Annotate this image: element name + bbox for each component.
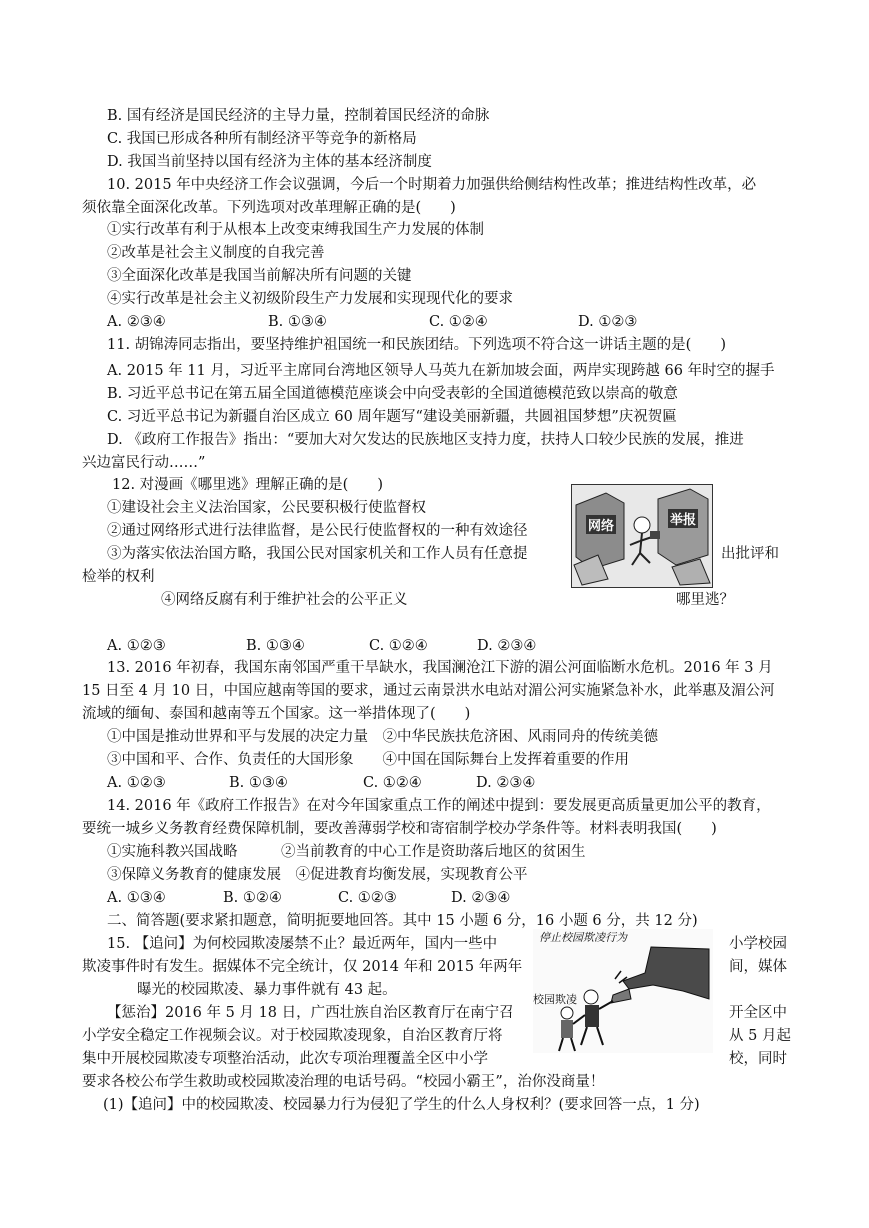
- q13-option-b: B. ①③④: [229, 775, 288, 791]
- q13-statements-1-2: ①中国是推动世界和平与发展的决定力量 ②中华民族扶危济困、风雨同舟的传统美德: [107, 729, 658, 745]
- q9-option-c: C. 我国已形成各种所有制经济平等竞争的新格局: [107, 131, 417, 147]
- q11-option-d-line2: 兴边富民行动……”: [82, 455, 206, 471]
- q10-statement-1: ①实行改革有利于从根本上改变束缚我国生产力发展的体制: [107, 222, 484, 238]
- q13-stem-line1: 13. 2016 年初春，我国东南邻国严重干旱缺水，我国澜沧江下游的湄公河面临断水危机。2016 年 3 月: [107, 660, 773, 676]
- q12-statement-3-part3: 检举的权利: [82, 569, 155, 585]
- q12-option-b: B. ①③④: [246, 638, 305, 654]
- q12-stem: 12. 对漫画《哪里逃》理解正确的是( ): [112, 477, 383, 493]
- q10-stem-line1: 10. 2015 年中央经济工作会议强调，今后一个时期着力加强供给侧结构性改革；推进结构性改革，必: [107, 177, 757, 193]
- q10-statement-3: ③全面深化改革是我国当前解决所有问题的关键: [107, 268, 412, 284]
- q13-option-d: D. ②③④: [476, 775, 536, 791]
- q15-line3: 曝光的校园欺凌、暴力事件就有 43 起。: [137, 982, 397, 998]
- q10-option-b: B. ①③④: [268, 314, 327, 330]
- q15-line4-left: 【惩治】2016 年 5 月 18 日，广西壮族自治区教育厅在南宁召: [107, 1005, 514, 1021]
- q9-option-b: B. 国有经济是国民经济的主导力量，控制着国民经济的命脉: [107, 108, 490, 124]
- q15-cartoon-label-bullying: 校园欺凌: [533, 993, 577, 1006]
- q13-stem-line2: 15 日至 4 月 10 日，中国应越南等国的要求，通过云南景洪水电站对湄公河实施紧急补水，此举惠及湄公河: [82, 683, 775, 699]
- q12-cartoon-image: [571, 484, 713, 588]
- q15-cartoon-label-stop: 停止校园欺凌行为: [539, 931, 627, 944]
- q11-stem: 11. 胡锦涛同志指出，要坚持维护祖国统一和民族团结。下列选项不符合这一讲话主题的是( ): [107, 337, 726, 353]
- q15-line6-left: 集中开展校园欺凌专项整治活动，此次专项治理覆盖全区中小学: [82, 1051, 488, 1067]
- q12-statement-4: ④网络反腐有利于维护社会的公平正义: [161, 592, 408, 608]
- corruption-cartoon-icon: [572, 485, 712, 587]
- q12-cartoon-caption: 哪里逃？: [676, 592, 734, 608]
- q10-statement-4: ④实行改革是社会主义初级阶段生产力发展和实现现代化的要求: [107, 291, 513, 307]
- q13-option-c: C. ①②④: [363, 775, 422, 791]
- q15-line2-right: 间，媒体: [729, 959, 787, 975]
- q12-option-d: D. ②③④: [477, 638, 537, 654]
- q12-cartoon-label-report: 举报: [668, 509, 698, 528]
- q11-option-b: B. 习近平总书记在第五届全国道德模范座谈会中向受表彰的全国道德模范致以崇高的敬意: [107, 386, 678, 402]
- q13-statements-3-4: ③中国和平、合作、负责任的大国形象 ④中国在国际舞台上发挥着重要的作用: [107, 752, 629, 768]
- q15-cartoon-image: [533, 929, 713, 1053]
- q10-option-a: A. ②③④: [107, 314, 166, 330]
- q12-statement-2: ②通过网络形式进行法律监督，是公民行使监督权的一种有效途径: [107, 523, 528, 539]
- q12-cartoon-label-network: 网络: [586, 515, 616, 534]
- section2-title: 二、简答题(要求紧扣题意，简明扼要地回答。其中 15 小题 6 分，16 小题 6 分，共 12 分): [107, 913, 698, 929]
- q14-option-d: D. ②③④: [451, 890, 511, 906]
- q15-line2-left: 欺凌事件时有发生。据媒体不完全统计，仅 2014 年和 2015 年两年: [82, 959, 523, 975]
- q15-line5-left: 小学安全稳定工作视频会议。对于校园欺凌现象，自治区教育厅将: [82, 1028, 503, 1044]
- q9-option-d: D. 我国当前坚持以国有经济为主体的基本经济制度: [107, 154, 432, 170]
- q10-option-d: D. ①②③: [578, 314, 638, 330]
- q14-option-a: A. ①③④: [107, 890, 166, 906]
- q12-statement-3-part1: ③为落实依法治国方略，我国公民对国家机关和工作人员有任意提: [107, 546, 528, 562]
- q11-option-a: A. 2015 年 11 月，习近平主席同台湾地区领导人马英九在新加坡会面，两岸实现跨越 66 年时空的握手: [107, 363, 775, 379]
- q15-subquestion-1: (1)【追问】中的校园欺凌、校园暴力行为侵犯了学生的什么人身权利？(要求回答一点，1 分): [103, 1097, 700, 1113]
- q14-option-b: B. ①②④: [223, 890, 282, 906]
- q15-line6-right: 校，同时: [729, 1051, 787, 1067]
- q10-option-c: C. ①②④: [429, 314, 488, 330]
- q11-option-c: C. 习近平总书记为新疆自治区成立 60 周年题写“建设美丽新疆，共圆祖国梦想”庆祝贺匾: [107, 409, 677, 425]
- q10-statement-2: ②改革是社会主义制度的自我完善: [107, 245, 325, 261]
- q13-option-a: A. ①②③: [107, 775, 166, 791]
- q14-stem-line2: 要统一城乡义务教育经费保障机制，要改善薄弱学校和寄宿制学校办学条件等。材料表明我国( ): [82, 821, 717, 837]
- q11-option-d-line1: D. 《政府工作报告》指出：“要加大对欠发达的民族地区支持力度，扶持人口较少民族的发展，推进: [107, 432, 744, 448]
- q15-line7: 要求各校公布学生救助或校园欺凌治理的电话号码。“校园小霸王”，治你没商量！: [82, 1074, 605, 1090]
- q12-option-a: A. ①②③: [107, 638, 166, 654]
- q15-line5-right: 从 5 月起: [729, 1028, 791, 1044]
- q15-line1-left: 15. 【追问】为何校园欺凌屡禁不止？最近两年，国内一些中: [107, 936, 498, 952]
- q15-line4-right: 开全区中: [729, 1005, 787, 1021]
- q12-statement-1: ①建设社会主义法治国家，公民要积极行使监督权: [107, 500, 426, 516]
- q14-statements-1-2: ①实施科教兴国战略 ②当前教育的中心工作是资助落后地区的贫困生: [107, 844, 586, 860]
- q14-stem-line1: 14. 2016 年《政府工作报告》在对今年国家重点工作的阐述中提到：要发展更高质量更加公平的教育，: [107, 798, 771, 814]
- q13-stem-line3: 流域的缅甸、泰国和越南等五个国家。这一举措体现了( ): [82, 706, 471, 722]
- q10-stem-line2: 须依靠全面深化改革。下列选项对改革理解正确的是( ): [82, 200, 456, 216]
- q14-statements-3-4: ③保障义务教育的健康发展 ④促进教育均衡发展，实现教育公平: [107, 867, 528, 883]
- q12-option-c: C. ①②④: [369, 638, 428, 654]
- q14-option-c: C. ①②③: [338, 890, 397, 906]
- q15-line1-right: 小学校园: [729, 936, 787, 952]
- q12-statement-3-part2: 出批评和: [721, 546, 779, 562]
